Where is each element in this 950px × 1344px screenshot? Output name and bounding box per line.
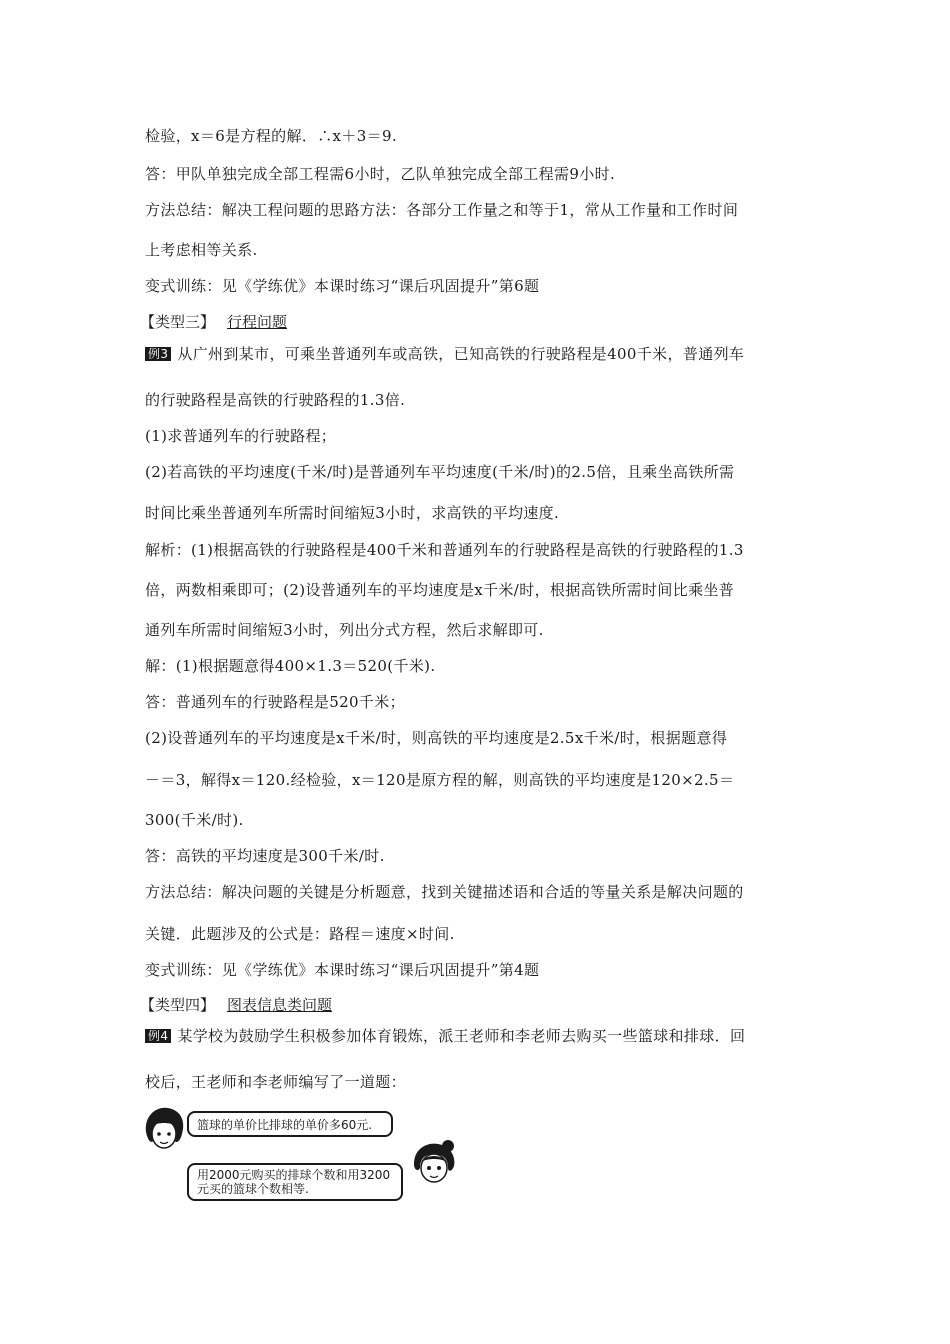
- question2-line1: (2)若高铁的平均速度(千米/时)是普通列车平均速度(千米/时)的2.5倍，且乘坐高铁所需: [145, 463, 735, 481]
- speech-bubble-text: 篮球的单价比排球的单价多60元.: [197, 1118, 373, 1132]
- solution-line1: 解：(1)根据题意得400×1.3＝520(千米).: [145, 657, 436, 675]
- analysis-line2: 倍，两数相乘即可；(2)设普通列车的平均速度是x千米/时，根据高铁所需时间比乘坐普: [145, 581, 735, 599]
- teacher-boy-illustration: [140, 1104, 188, 1152]
- method-summary2-line2: 关键．此题涉及的公式是：路程＝速度×时间.: [145, 925, 455, 943]
- example4-text: 某学校为鼓励学生积极参加体育锻炼，派王老师和李老师去购买一些篮球和排球．回: [177, 1027, 746, 1045]
- variant-training-line: 变式训练：见《学练优》本课时练习“课后巩固提升”第6题: [145, 277, 540, 295]
- solution-line5: 300(千米/时).: [145, 811, 244, 829]
- solution-answer: 答：高铁的平均速度是300千米/时.: [145, 847, 385, 865]
- solution-line4: －＝3，解得x＝120.经检验，x＝120是原方程的解，则高铁的平均速度是120×2.5＝: [145, 771, 735, 789]
- example-badge: 例3: [145, 347, 171, 361]
- section-header-type4: [140, 995, 332, 1015]
- variant-training-line2: 变式训练：见《学练优》本课时练习“课后巩固提升”第4题: [145, 961, 540, 979]
- method-summary-line1: 方法总结：解决工程问题的思路方法：各部分工作量之和等于1，常从工作量和工作时间: [145, 201, 739, 219]
- solution-line2: 答：普通列车的行驶路程是520千米；: [145, 693, 405, 711]
- example3-text: 从广州到某市，可乘坐普通列车或高铁，已知高铁的行驶路程是400千米，普通列车: [177, 345, 745, 363]
- example3-line1: [145, 344, 744, 364]
- speech-bubble-text-line1: 用2000元购买的排球个数和用3200: [197, 1168, 391, 1182]
- analysis-line1: 解析：(1)根据高铁的行驶路程是400千米和普通列车的行驶路程是高铁的行驶路程的1.3: [145, 541, 744, 559]
- question2-line2: 时间比乘坐普通列车所需时间缩短3小时，求高铁的平均速度.: [145, 504, 560, 522]
- example4-line2: 校后，王老师和李老师编写了一道题：: [145, 1073, 406, 1091]
- section-title: 图表信息类问题: [227, 996, 333, 1014]
- method-summary-line2: 上考虑相等关系.: [145, 241, 258, 259]
- example-badge: 例4: [145, 1029, 171, 1043]
- example4-line1: [145, 1026, 745, 1046]
- section-title: 行程问题: [227, 313, 288, 331]
- speech-bubble-1: [187, 1111, 393, 1137]
- question1: (1)求普通列车的行驶路程；: [145, 427, 337, 445]
- example3-line2: 的行驶路程是高铁的行驶路程的1.3倍.: [145, 391, 406, 409]
- teacher-girl-illustration: [408, 1138, 460, 1186]
- analysis-line3: 通列车所需时间缩短3小时，列出分式方程，然后求解即可.: [145, 621, 544, 639]
- verification-line: 检验，x＝6是方程的解．∴x＋3＝9.: [145, 127, 397, 145]
- method-summary2-line1: 方法总结：解决问题的关键是分析题意，找到关键描述语和合适的等量关系是解决问题的: [145, 883, 744, 901]
- section-header-type3: [140, 312, 287, 332]
- speech-bubble-2: [187, 1163, 403, 1201]
- section-label: 【类型三】: [140, 313, 216, 331]
- speech-bubble-text-line2: 元买的篮球个数相等.: [197, 1182, 309, 1196]
- section-label: 【类型四】: [140, 996, 216, 1014]
- solution-line3: (2)设普通列车的平均速度是x千米/时，则高铁的平均速度是2.5x千米/时，根据题意得: [145, 729, 728, 747]
- answer-line: 答：甲队单独完成全部工程需6小时，乙队单独完成全部工程需9小时.: [145, 165, 616, 183]
